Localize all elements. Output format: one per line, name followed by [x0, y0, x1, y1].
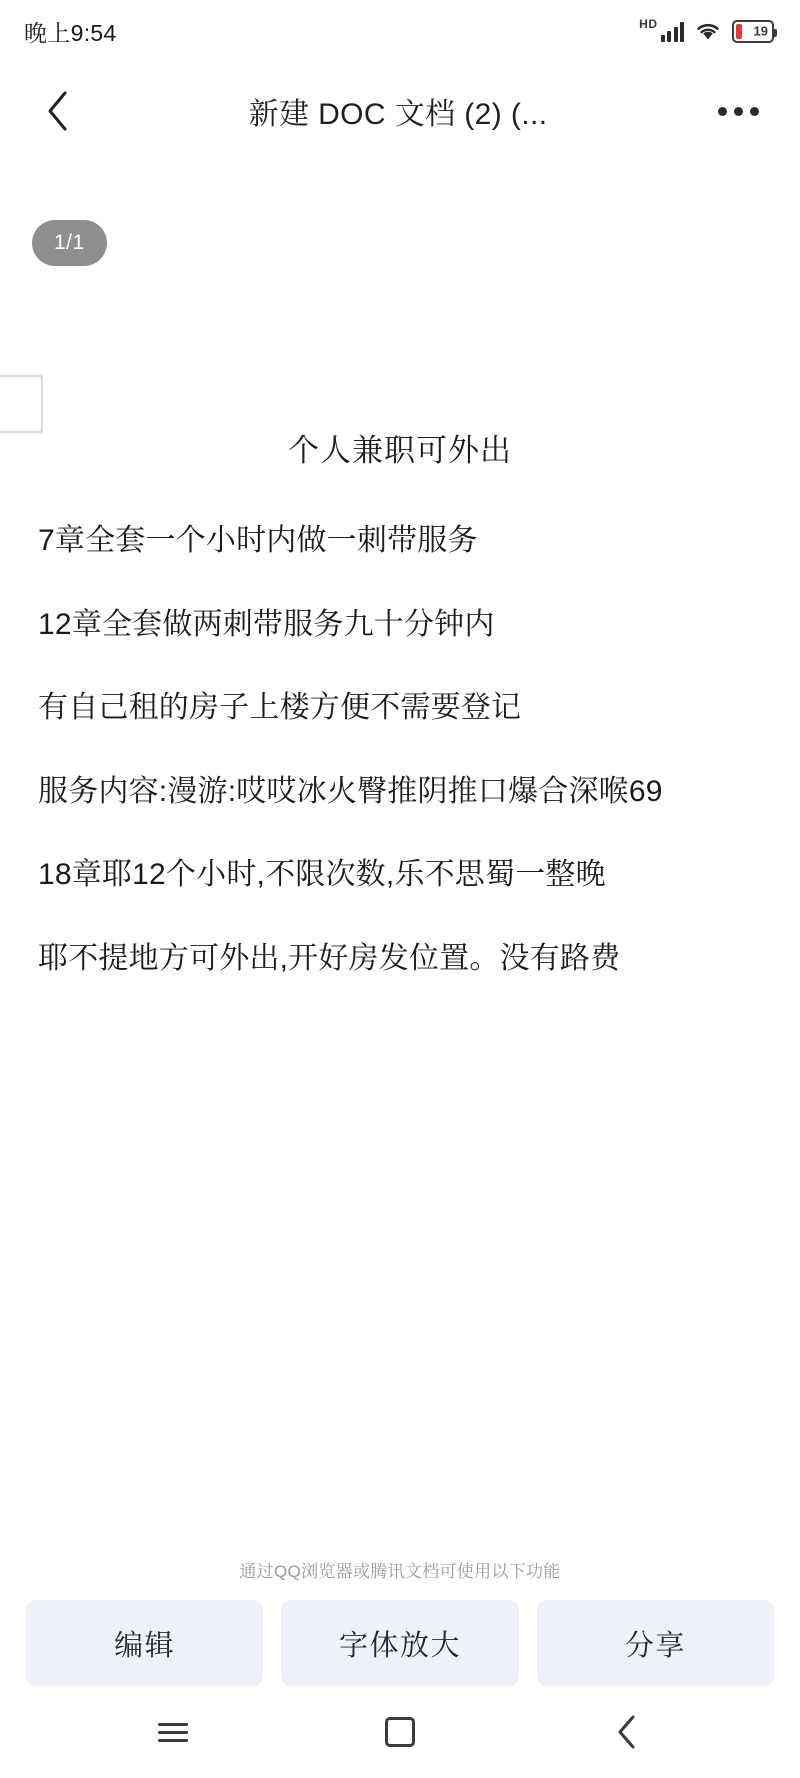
status-icons	[639, 17, 774, 43]
edit-button[interactable]: 编辑	[26, 1600, 263, 1686]
document-paragraph: 18章耶12个小时,不限次数,乐不思蜀一整晚	[38, 858, 606, 891]
document-body	[0, 425, 800, 977]
menu-icon[interactable]	[133, 1697, 213, 1767]
share-button[interactable]: 分享	[537, 1600, 774, 1686]
wifi-icon	[695, 20, 721, 42]
document-paragraph: 服务内容:漫游:哎哎冰火臀推阴推口爆合深喉69	[38, 774, 663, 808]
app-bar	[0, 62, 800, 160]
status-bar	[0, 0, 800, 62]
document-paragraph: 12章全套做两刺带服务九十分钟内	[38, 607, 495, 641]
chevron-left-icon[interactable]	[30, 83, 86, 139]
document-viewer[interactable]	[0, 160, 800, 1558]
document-paragraph: 有自己租的房子上楼方便不需要登记	[38, 691, 522, 724]
battery-level: 19	[753, 23, 768, 39]
document-heading: 个人兼职可外出	[288, 433, 512, 468]
bottom-hint-text: 通过QQ浏览器或腾讯文档可使用以下功能	[239, 1562, 561, 1581]
system-nav-bar	[0, 1686, 800, 1778]
document-paragraph: 7章全套一个小时内做一刺带服务	[38, 524, 478, 557]
action-button-row	[26, 1600, 774, 1686]
status-time: 晚上9:54	[24, 19, 117, 46]
nav-back-icon[interactable]	[587, 1697, 667, 1767]
page-title: 新建 DOC 文档 (2) (...	[248, 98, 548, 131]
signal-bars-icon	[661, 20, 685, 42]
enlarge-font-button[interactable]: 字体放大	[281, 1600, 518, 1686]
battery-icon	[732, 20, 774, 43]
document-paragraph: 耶不提地方可外出,开好房发位置。没有路费	[38, 941, 621, 975]
page-indicator: 1/1	[32, 220, 107, 266]
more-options-icon[interactable]	[710, 83, 766, 139]
home-square-icon[interactable]	[360, 1697, 440, 1767]
hd-icon: HD	[639, 17, 658, 31]
bottom-action-area	[0, 1557, 800, 1686]
